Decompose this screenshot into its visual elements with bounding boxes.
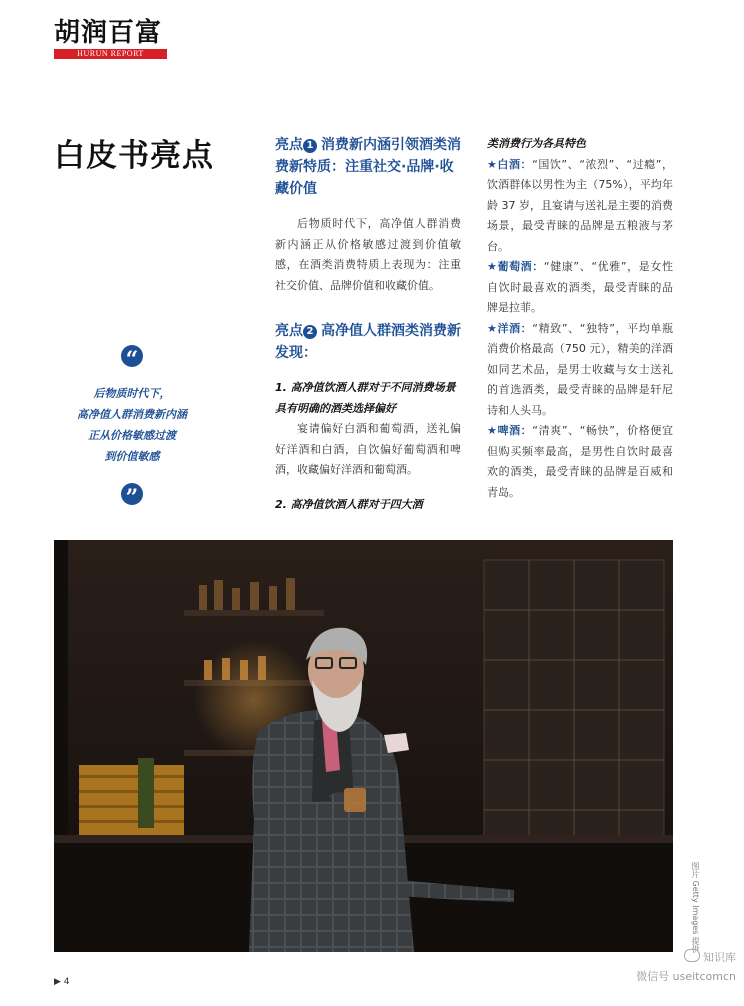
page-title: 白皮书亮点 — [54, 138, 214, 174]
list-item — [487, 319, 673, 422]
baijiu-text: “国饮”、“浓烈”、“过瘾”，饮酒群体以男性为主（75%），平均年龄 37 岁，且宴请与送礼是主要的消费场景，最受青睐的品牌是五粮液与茅台。 — [487, 157, 673, 253]
point2-continued: 类消费行为各具特色 — [487, 137, 586, 150]
highlight2-heading: 高净值人群酒类消费新发现： — [275, 323, 461, 361]
column-right — [487, 134, 673, 503]
quote-line: 正从价格敏感过渡 — [88, 429, 176, 442]
spirits-label: ★洋酒： — [487, 321, 533, 335]
masthead-logo — [54, 18, 167, 59]
baijiu-label: ★白酒： — [487, 157, 533, 171]
watermark-line2: 微信号 useitcomcn — [636, 970, 736, 983]
wechat-icon — [684, 949, 700, 962]
page-number: ▶ 4 — [54, 977, 70, 987]
point1-title: 1. 高净值饮酒人群对于不同消费场景具有明确的酒类选择偏好 — [275, 381, 456, 415]
wine-text: “健康”、“优雅”，是女性自饮时最喜欢的酒类，最受青睐的品牌是拉菲。 — [487, 260, 673, 314]
list-item — [487, 257, 673, 319]
bar-photo — [54, 540, 673, 952]
number-badge-icon: 1 — [303, 139, 317, 153]
masthead-en: HURUN REPORT — [54, 49, 167, 59]
quote-line: 到价值敏感 — [104, 450, 160, 463]
masthead-cn: 胡润百富 — [54, 18, 163, 48]
beer-label: ★啤酒： — [487, 424, 533, 437]
highlight1-title — [275, 134, 461, 200]
highlight1-prefix: 亮点 — [275, 137, 303, 153]
photo-credit: 图片 Getty Images 提供 — [691, 862, 700, 953]
highlight1-heading: 消费新内涵引领酒类消费新特质：注重社交·品牌·收藏价值 — [275, 137, 461, 197]
close-quote-icon: ” — [121, 483, 143, 505]
wine-label: ★葡萄酒： — [487, 260, 544, 273]
pull-quote — [54, 345, 210, 511]
watermark — [628, 948, 736, 986]
point1-body: 宴请偏好白酒和葡萄酒，送礼偏好洋酒和白酒，自饮偏好葡萄酒和啤酒，收藏偏好洋酒和葡萄酒。 — [275, 422, 461, 476]
beer-text: “清爽”、“畅快”，价格便宜但购买频率最高，是男性自饮时最喜欢的酒类，最受青睐的品牌是百威和青岛。 — [487, 424, 673, 499]
highlight2-prefix: 亮点 — [275, 323, 303, 339]
column-middle — [275, 134, 461, 515]
spirits-text: “精致”、“独特”，平均单瓶消费价格最高（750 元），精美的洋酒如同艺术品，是男士收藏与女士送礼的首选酒类，最受青睐的品牌是轩尼诗和人头马。 — [487, 321, 673, 417]
bar-scene-image — [54, 540, 673, 952]
highlight2-title — [275, 320, 461, 364]
quote-line: 后物质时代下， — [93, 387, 171, 400]
quote-line: 高净值人群消费新内涵 — [77, 408, 187, 421]
point2-title: 2. 高净值饮酒人群对于四大酒 — [275, 497, 423, 511]
list-item — [487, 421, 673, 503]
open-quote-icon: “ — [121, 345, 143, 367]
highlight1-body: 后物质时代下，高净值人群消费新内涵正从价格敏感过渡到价值敏感，在酒类消费特质上表现为：注重社交价值、品牌价值和收藏价值。 — [275, 217, 461, 292]
watermark-line1: 知识库 — [703, 951, 736, 964]
list-item — [487, 155, 673, 258]
number-badge-icon: 2 — [303, 325, 317, 339]
